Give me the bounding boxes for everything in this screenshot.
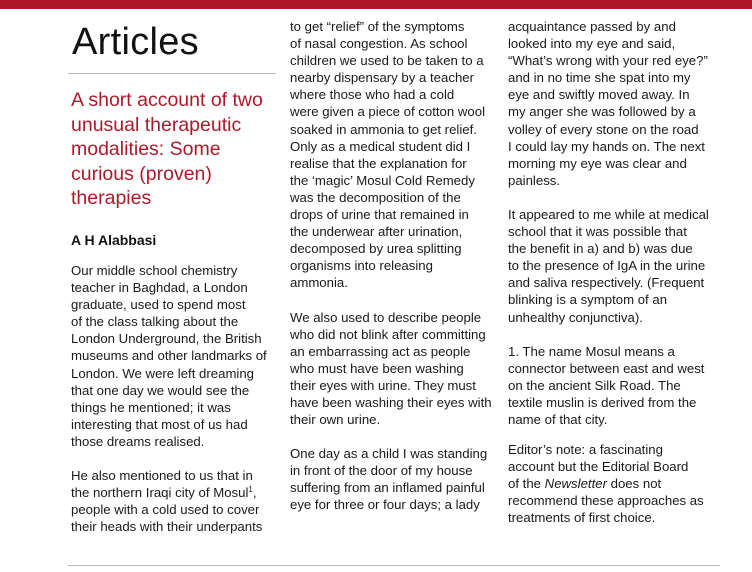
editors-note <box>508 441 726 526</box>
bottom-divider <box>68 565 720 566</box>
text-run: does not recommend these approaches as treatments of first choice. <box>508 476 704 526</box>
text-run: Editor’s note: a fascinating account but the Editorial Board of the <box>508 442 689 492</box>
text-column-1 <box>71 262 281 552</box>
text-column-3 <box>508 18 726 544</box>
text-run: He also mentioned to us that in the northern Iraqi city of Mosul <box>71 468 253 501</box>
paragraph: It appeared to me while at medical school that it was possible that the benefit in a) and b) was due to the presence of IgA in the urine and saliva respectively. (Frequent blinking is a symptom of an unhealthy conjunctiva). <box>508 206 709 325</box>
footnote: 1. The name Mosul means a connector between east and west on the ancient Silk Road. The textile muslin is derived from the name of that city. <box>508 343 705 427</box>
top-color-bar <box>0 0 752 9</box>
paragraph: One day as a child I was standing in front of the door of my house suffering from an inflamed painful eye for three or four days; a lady <box>290 446 488 513</box>
section-title: Articles <box>72 21 199 63</box>
article-author: A H Alabbasi <box>71 232 157 248</box>
paragraph: acquaintance passed by and looked into my eye and said, “What’s wrong with your red eye?” and in no time she spat into my eye and swiftly moved away. In my anger she was followed by a volley of every stone on the road I could lay my hands on. The next morning my eye was clear and painless. <box>508 19 708 188</box>
paragraph: Our middle school chemistry teacher in Baghdad, a London graduate, used to spend most of the class talking about the London Underground, the British museums and other landmarks of London. We were left dreaming that one day we would see the things he mentioned; it was interesting that most of us had those dreams realised. <box>71 263 267 449</box>
paragraph: We also used to describe people who did not blink after committing an embarrassing act as people who must have been washing their eyes with urine. They must have been washing their eyes with their own urine. <box>290 309 492 428</box>
title-divider <box>68 73 276 74</box>
paragraph <box>71 467 281 535</box>
text-column-2 <box>290 18 500 531</box>
publication-name: Newsletter <box>544 476 607 492</box>
footnote-marker: 1 <box>248 485 253 495</box>
text-run: , people with a cold used to cover their heads with their underpants <box>71 485 263 535</box>
article-title: A short account of two unusual therapeutic modalities: Some curious (proven) therapies <box>71 89 263 209</box>
paragraph: to get “relief” of the symptoms of nasal congestion. As school children we used to be taken to a nearby dispensary by a teacher where those who had a cold were given a piece of cotton wool soaked in ammonia to get relief. Only as a medical student did I realise that the explanation for the ‘magic’ Mosul Cold Remedy was the decomposition of the drops of urine that remained in the underwear after urination, decomposed by urea splitting organisms into releasing ammonia. <box>290 19 485 291</box>
